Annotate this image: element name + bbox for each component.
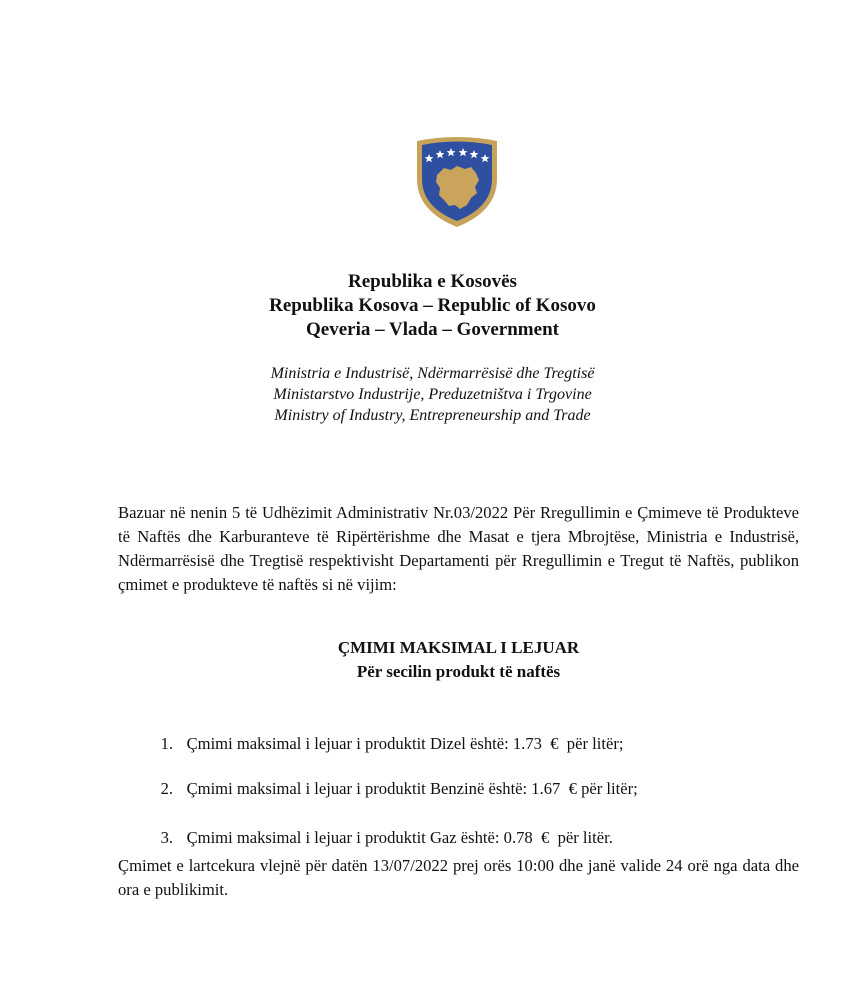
price-text: Çmimi maksimal i lejuar i produktit Benzinë është: 1.67 € për litër;: [186, 779, 638, 798]
price-text: Çmimi maksimal i lejuar i produktit Gaz është: 0.78 € për litër.: [186, 828, 613, 847]
government-header: [0, 270, 865, 342]
closing-paragraph: Çmimet e lartcekura vlejnë për datën 13/07/2022 prej orës 10:00 dhe janë valide 24 orë nga data dhe ora e publikimit.: [118, 856, 799, 899]
price-section-heading: [118, 636, 799, 684]
ministry-line-al: Ministria e Industrisë, Ndërmarrësisë dhe Tregtisë: [270, 365, 595, 382]
ministry-header: [0, 363, 865, 426]
kosovo-coat-of-arms-icon: [413, 135, 501, 229]
section-subtitle: Për secilin produkt të naftës: [356, 662, 561, 681]
list-number: 1.: [160, 734, 174, 753]
section-title: ÇMIMI MAKSIMAL I LEJUAR: [337, 638, 580, 657]
header-line-republic-sr-en: Republika Kosova – Republic of Kosovo: [269, 295, 596, 316]
header-line-government: Qeveria – Vlada – Government: [306, 319, 559, 340]
price-text: Çmimi maksimal i lejuar i produktit Dizel është: 1.73 € për litër;: [186, 734, 624, 753]
ministry-line-sr: Ministarstvo Industrije, Preduzetništva i Trgovine: [273, 386, 592, 403]
header-line-republic-al: Republika e Kosovës: [348, 271, 517, 292]
list-number: 3.: [160, 828, 174, 847]
list-number: 2.: [160, 779, 174, 798]
intro-paragraph: Bazuar në nenin 5 të Udhëzimit Administrativ Nr.03/2022 Për Rregullimin e Çmimeve të Produkteve të Naftës dhe Karburanteve të Ripërtërishme dhe Masat e tjera Mbrojtëse, Ministria e Industrisë, Ndërmarrësisë dhe Tregtisë respektivisht Departamenti për Rregullimin e Tregut të Naftës, publikon çmimet e produkteve të naftës si në vijim:: [118, 503, 799, 594]
ministry-line-en: Ministry of Industry, Entrepreneurship and Trade: [274, 407, 591, 424]
